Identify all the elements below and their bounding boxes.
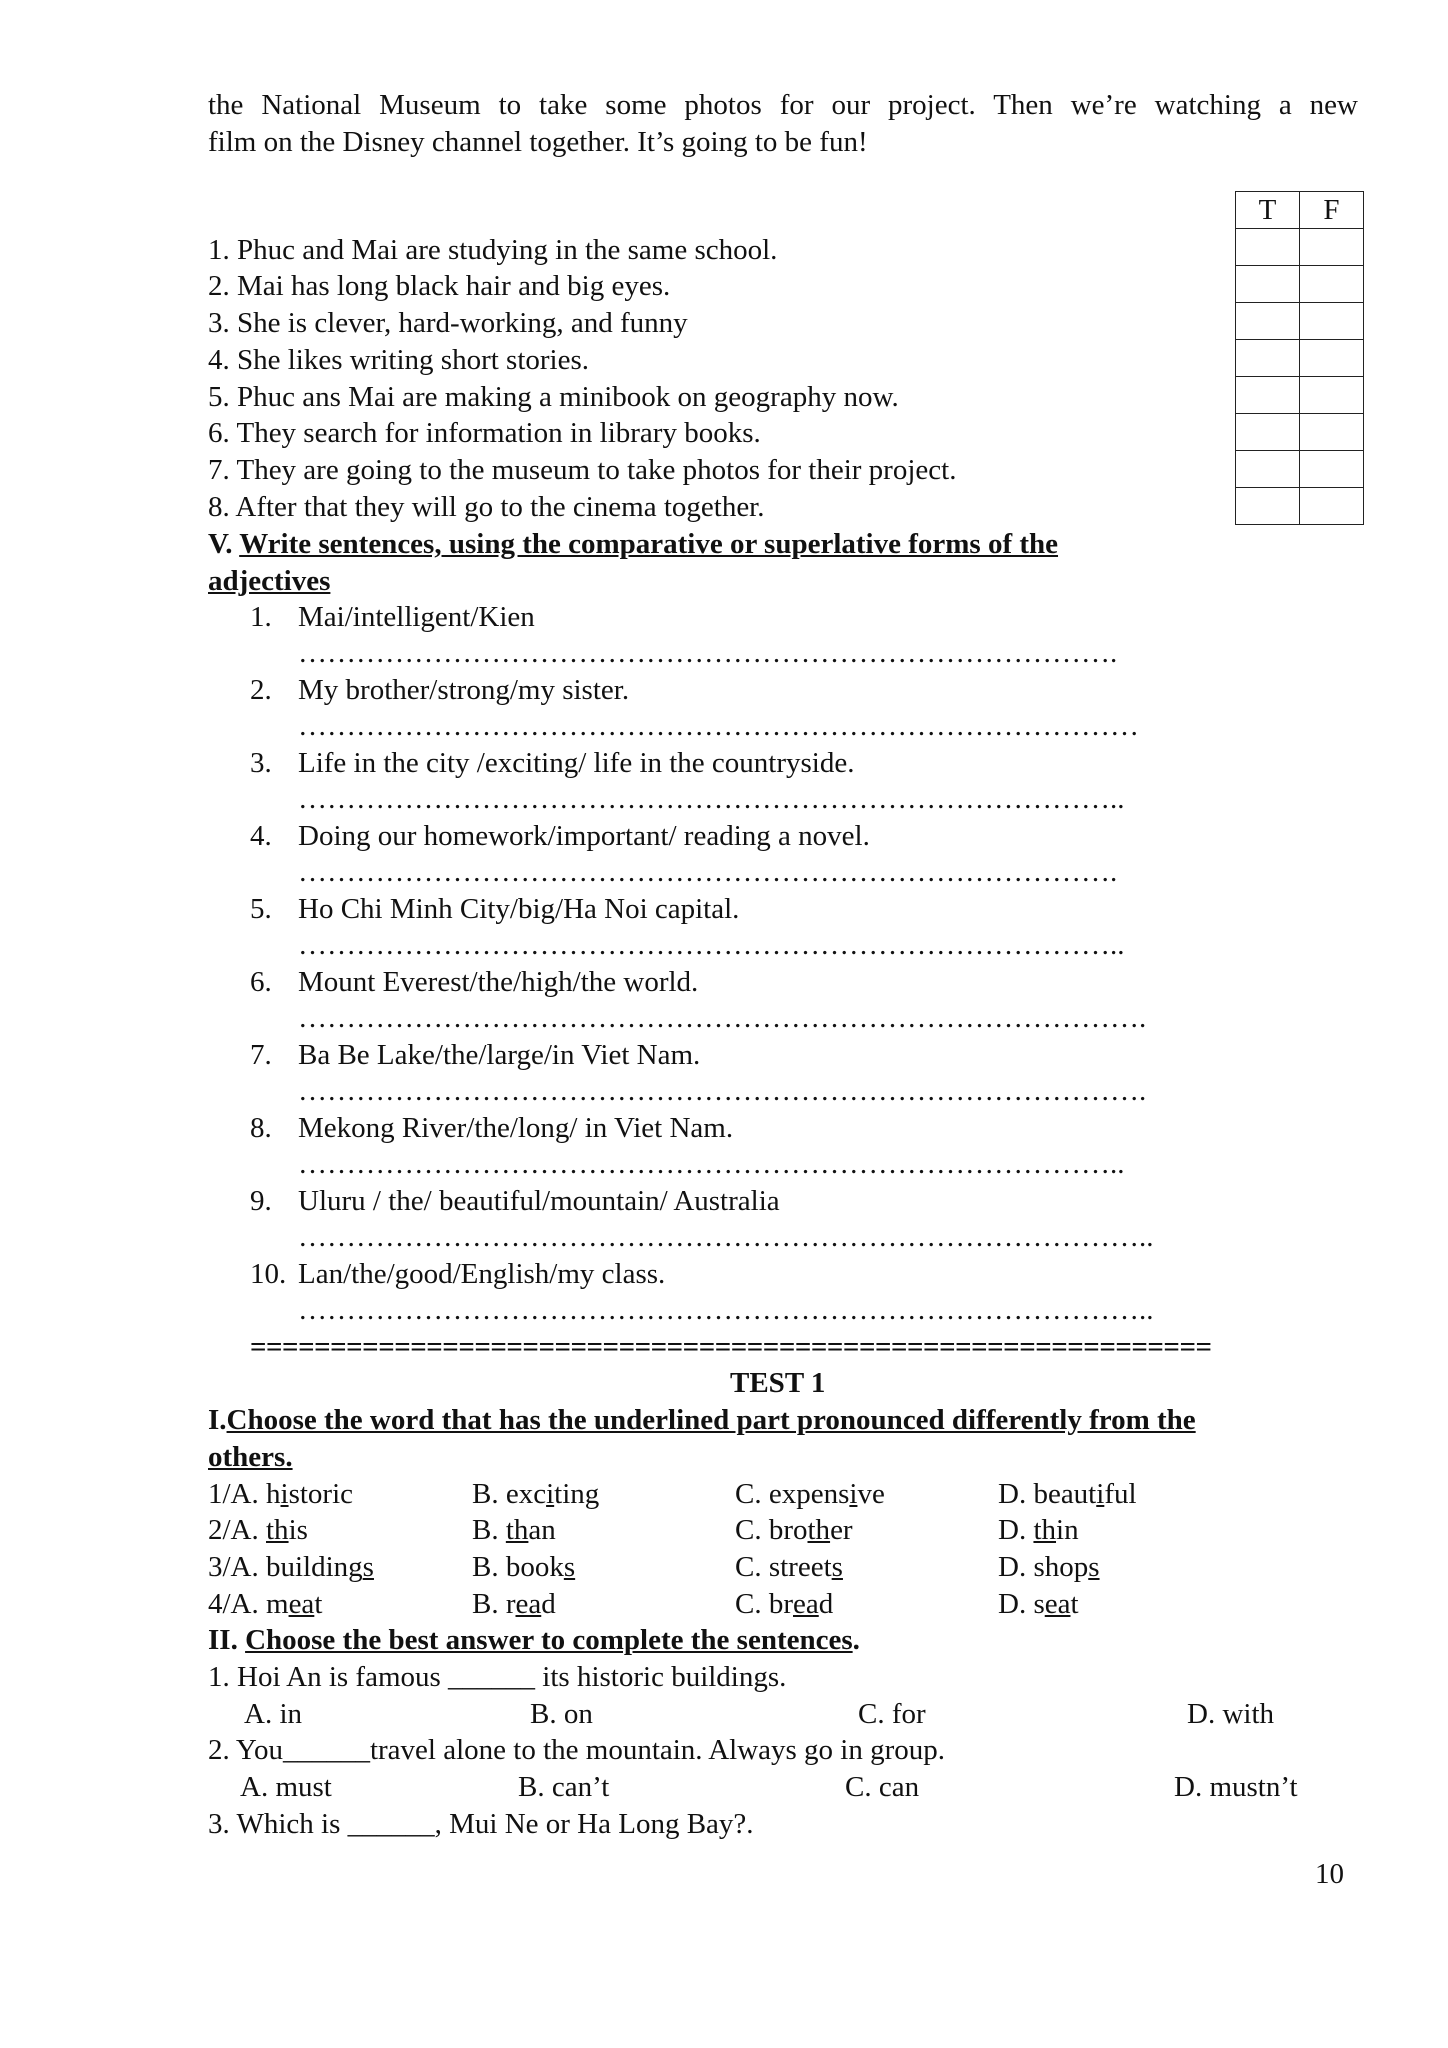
- item-number: 9.: [250, 1185, 272, 1217]
- option-3c[interactable]: C. streets: [735, 1551, 843, 1583]
- option-4b[interactable]: B. read: [472, 1588, 556, 1620]
- separator-line: ============================================================: [250, 1331, 1212, 1363]
- list-item: [250, 893, 272, 926]
- answer-line[interactable]: ……………………………………………………………………………..: [298, 1294, 1154, 1326]
- tf-cell-t6[interactable]: [1236, 414, 1300, 451]
- tf-cell-t1[interactable]: [1236, 229, 1300, 266]
- section-ii-heading-text: Choose the best answer to complete the sentences: [245, 1624, 853, 1656]
- item-number: 3.: [250, 747, 272, 779]
- tf-cell-f4[interactable]: [1300, 340, 1364, 377]
- statement-2: 2. Mai has long black hair and big eyes.: [208, 270, 671, 302]
- tf-cell-f2[interactable]: [1300, 266, 1364, 303]
- answer-line[interactable]: …………………………………………………………………………..: [298, 1148, 1125, 1180]
- item-number: 7.: [250, 1039, 272, 1071]
- section-v-prefix: V.: [208, 528, 240, 560]
- option-1b[interactable]: B. exciting: [472, 1478, 600, 1510]
- intro-paragraph: [208, 87, 1358, 161]
- option-1a[interactable]: 1/A. historic: [208, 1478, 353, 1510]
- answer-line[interactable]: …………………………………………………………………………..: [298, 929, 1125, 961]
- answer-line[interactable]: ……………………………………………………………………………: [298, 710, 1139, 742]
- option-1d[interactable]: D. beautiful: [998, 1478, 1137, 1510]
- tf-cell-t4[interactable]: [1236, 340, 1300, 377]
- underlined-part: ea: [1044, 1588, 1071, 1620]
- intro-line-2: film on the Disney channel together. It’s going to be fun!: [208, 126, 868, 158]
- option-4d[interactable]: D. seat: [998, 1588, 1079, 1620]
- tf-cell-t5[interactable]: [1236, 377, 1300, 414]
- tf-cell-t2[interactable]: [1236, 266, 1300, 303]
- true-false-table: [1235, 191, 1364, 525]
- list-item: [250, 674, 272, 707]
- page-number: 10: [1315, 1858, 1344, 1890]
- q1-option-d[interactable]: D. with: [1187, 1698, 1274, 1730]
- section-v-heading: [208, 528, 1058, 561]
- option-2c[interactable]: C. brother: [735, 1514, 853, 1546]
- option-1c[interactable]: C. expensive: [735, 1478, 885, 1510]
- underlined-part: s: [1088, 1551, 1100, 1583]
- list-item: [250, 747, 272, 780]
- tf-cell-f3[interactable]: [1300, 303, 1364, 340]
- underlined-part: th: [505, 1514, 529, 1546]
- item-prompt: My brother/strong/my sister.: [298, 674, 630, 706]
- underlined-part: ea: [793, 1588, 819, 1620]
- tf-cell-f6[interactable]: [1300, 414, 1364, 451]
- underlined-part: s: [563, 1551, 576, 1583]
- answer-line[interactable]: …………………………………………………………………………..: [298, 783, 1125, 815]
- q2-option-b[interactable]: B. can’t: [518, 1771, 610, 1803]
- list-item: [250, 1039, 272, 1072]
- list-item: [250, 820, 272, 853]
- answer-line[interactable]: ………………………………………………………………………….: [298, 637, 1118, 669]
- underlined-part: th: [807, 1514, 831, 1546]
- statement-8: 8. After that they will go to the cinema together.: [208, 491, 765, 523]
- option-4a[interactable]: 4/A. meat: [208, 1588, 323, 1620]
- underlined-part: ea: [288, 1588, 315, 1620]
- option-3d[interactable]: D. shops: [998, 1551, 1100, 1583]
- option-3a[interactable]: 3/A. buildings: [208, 1551, 374, 1583]
- tf-cell-f1[interactable]: [1300, 229, 1364, 266]
- item-prompt: Ba Be Lake/the/large/in Viet Nam.: [298, 1039, 701, 1071]
- q2-option-c[interactable]: C. can: [845, 1771, 920, 1803]
- list-item: [250, 1258, 286, 1291]
- statement-5: 5. Phuc ans Mai are making a minibook on geography now.: [208, 381, 899, 413]
- statement-1: 1. Phuc and Mai are studying in the same school.: [208, 234, 778, 266]
- answer-line[interactable]: ……………………………………………………………………………..: [298, 1221, 1154, 1253]
- option-2a[interactable]: 2/A. this: [208, 1514, 308, 1546]
- option-4c[interactable]: C. bread: [735, 1588, 834, 1620]
- section-ii-heading: [208, 1624, 860, 1657]
- item-prompt: Mekong River/the/long/ in Viet Nam.: [298, 1112, 734, 1144]
- section-i-heading: [208, 1404, 1196, 1437]
- answer-line[interactable]: …………………………………………………………………………….: [298, 1075, 1147, 1107]
- statement-7: 7. They are going to the museum to take photos for their project.: [208, 454, 957, 486]
- section-i-heading-line1: Choose the word that has the underlined part pronounced differently from the: [226, 1404, 1196, 1436]
- option-3b[interactable]: B. books: [472, 1551, 576, 1583]
- statement-3: 3. She is clever, hard-working, and funny: [208, 307, 688, 339]
- intro-line-1: the National Museum to take some photos for our project. Then we’re watching a new: [208, 89, 1358, 121]
- underlined-part: i: [280, 1478, 289, 1510]
- item-prompt: Lan/the/good/English/my class.: [298, 1258, 666, 1290]
- section-v-heading-line1: Write sentences, using the comparative or superlative forms of the: [239, 528, 1059, 560]
- statement-6: 6. They search for information in library books.: [208, 417, 761, 449]
- tf-cell-t7[interactable]: [1236, 451, 1300, 488]
- item-prompt: Ho Chi Minh City/big/Ha Noi capital.: [298, 893, 740, 925]
- tf-cell-t8[interactable]: [1236, 488, 1300, 525]
- q1-option-a[interactable]: A. in: [244, 1698, 302, 1730]
- answer-line[interactable]: …………………………………………………………………………….: [298, 1002, 1147, 1034]
- list-item: [250, 601, 272, 634]
- tf-header-t: T: [1236, 192, 1300, 229]
- q1-option-c[interactable]: C. for: [858, 1698, 926, 1730]
- option-2d[interactable]: D. thin: [998, 1514, 1079, 1546]
- item-prompt: Doing our homework/important/ reading a novel.: [298, 820, 870, 852]
- tf-cell-f7[interactable]: [1300, 451, 1364, 488]
- question-3: 3. Which is ______, Mui Ne or Ha Long Bay?.: [208, 1808, 754, 1840]
- question-2: 2. You______travel alone to the mountain. Always go in group.: [208, 1734, 946, 1766]
- item-prompt: Mai/intelligent/Kien: [298, 601, 535, 633]
- item-number: 10.: [250, 1258, 287, 1290]
- statement-4: 4. She likes writing short stories.: [208, 344, 590, 376]
- list-item: [250, 966, 272, 999]
- item-number: 4.: [250, 820, 272, 852]
- q1-option-b[interactable]: B. on: [530, 1698, 593, 1730]
- test-title: TEST 1: [730, 1367, 826, 1399]
- underlined-part: ea: [515, 1588, 542, 1620]
- underlined-part: i: [546, 1478, 555, 1510]
- item-number: 1.: [250, 601, 272, 633]
- underlined-part: i: [1096, 1478, 1105, 1510]
- section-i-prefix: I.: [208, 1404, 227, 1436]
- underlined-part: s: [831, 1551, 843, 1583]
- item-number: 2.: [250, 674, 272, 706]
- tf-cell-t3[interactable]: [1236, 303, 1300, 340]
- item-prompt: Life in the city /exciting/ life in the countryside.: [298, 747, 855, 779]
- section-v-heading-line2: adjectives: [208, 565, 331, 597]
- tf-cell-f8[interactable]: [1300, 488, 1364, 525]
- item-prompt: Mount Everest/the/high/the world.: [298, 966, 699, 998]
- underlined-part: th: [1033, 1514, 1057, 1546]
- question-1: 1. Hoi An is famous ______ its historic buildings.: [208, 1661, 787, 1693]
- answer-line[interactable]: ………………………………………………………………………….: [298, 856, 1118, 888]
- q2-option-a[interactable]: A. must: [240, 1771, 332, 1803]
- list-item: [250, 1112, 272, 1145]
- tf-header-f: F: [1300, 192, 1364, 229]
- item-number: 8.: [250, 1112, 272, 1144]
- tf-cell-f5[interactable]: [1300, 377, 1364, 414]
- item-number: 6.: [250, 966, 272, 998]
- option-2b[interactable]: B. than: [472, 1514, 556, 1546]
- item-prompt: Uluru / the/ beautiful/mountain/ Australia: [298, 1185, 780, 1217]
- section-ii-heading-end: .: [852, 1624, 860, 1656]
- underlined-part: i: [849, 1478, 858, 1510]
- underlined-part: th: [266, 1514, 289, 1546]
- section-ii-prefix: II.: [208, 1624, 246, 1656]
- section-i-heading-line2: others.: [208, 1441, 293, 1473]
- list-item: [250, 1185, 272, 1218]
- q2-option-d[interactable]: D. mustn’t: [1174, 1771, 1298, 1803]
- underlined-part: s: [362, 1551, 374, 1583]
- item-number: 5.: [250, 893, 272, 925]
